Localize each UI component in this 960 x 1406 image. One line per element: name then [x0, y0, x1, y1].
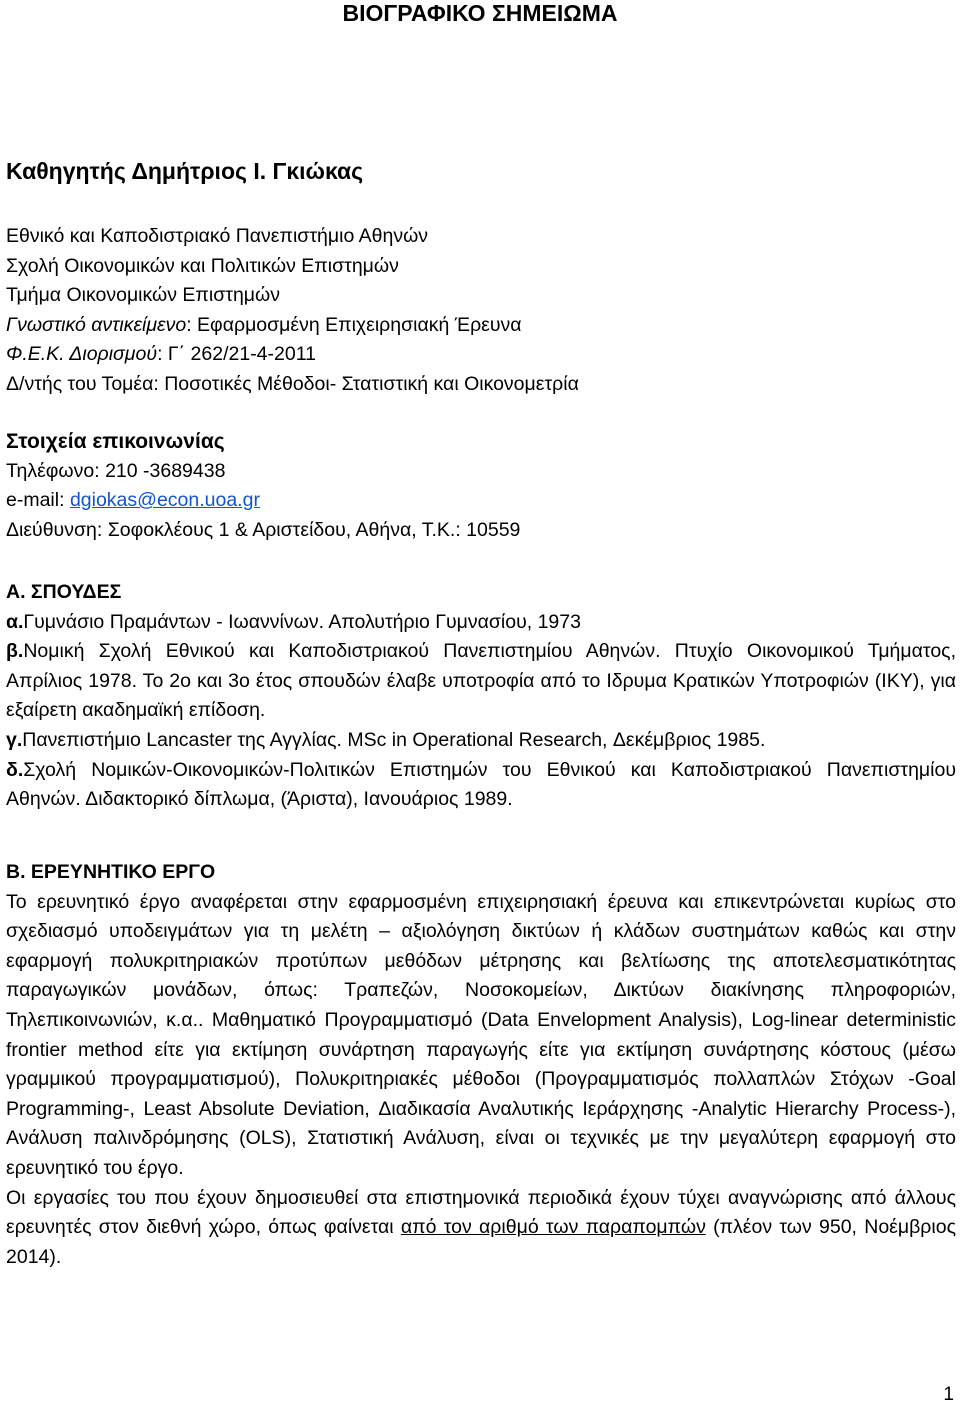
email-line	[6, 486, 956, 516]
university-line: Εθνικό και Καποδιστριακό Πανεπιστήμιο Αθηνών	[6, 225, 429, 247]
study-text-b: Νομική Σχολή Εθνικού και Καποδιστριακού Πανεπιστημίου Αθηνών. Πτυχίο Οικονομικού Τμήματος, Απρίλιος 1978. Το 2ο και 3ο έτος σπουδών έλαβε υποτροφία από το Ιδρυμα Κρατικών Υποτροφιών (ΙΚΥ), για εξαίρετη ακαδημαϊκή επίδοση.	[6, 640, 956, 722]
page-title: ΒΙΟΓΡΑΦΙΚΟ ΣΗΜΕΙΩΜΑ	[342, 0, 618, 26]
appointment-label: Φ.Ε.Κ. Διορισμού	[6, 343, 158, 366]
phone-line: Τηλέφωνο: 210 -3689438	[6, 459, 226, 482]
email-link[interactable]: dgiokas@econ.uoa.gr	[69, 489, 260, 512]
research-p2-start: Οι εργασίες του που έχουν δημοσιευθεί στα επιστημονικά περιοδικά έχουν τύχει αναγνώρισης από άλλους ερευνητές στον διεθνή χώρο, όπως φαίνεται	[6, 1186, 956, 1239]
appointment-value: : Γ΄ 262/21-4-2011	[157, 343, 316, 366]
study-marker-a: α.	[6, 610, 24, 633]
study-text-c: Πανεπιστήμιο Lancaster της Αγγλίας. MSc in Operational Research, Δεκέμβριος 1985.	[22, 728, 766, 751]
appointment-line	[6, 340, 956, 370]
study-item-c	[6, 726, 956, 756]
email-label: e-mail:	[6, 489, 70, 512]
page-number: 1	[943, 1384, 954, 1405]
study-text-a: Γυμνάσιο Πραμάντων - Ιωαννίνων. Απολυτήριο Γυμνασίου, 1973	[23, 610, 581, 633]
field-label: Γνωστικό αντικείμενο	[6, 313, 187, 336]
study-item-d	[6, 756, 956, 815]
address-line: Διεύθυνση: Σοφοκλέους 1 & Αριστείδου, Αθήνα, Τ.Κ.: 10559	[6, 518, 521, 541]
studies-heading: Α. ΣΠΟΥΔΕΣ	[6, 581, 122, 603]
study-marker-d: δ.	[6, 758, 24, 781]
research-paragraph-1: Το ερευνητικό έργο αναφέρεται στην εφαρμοσμένη επιχειρησιακή έρευνα και επικεντρώνεται κυρίως στο σχεδιασμό υποδειγμάτων για τη μελέτη – αξιολόγηση δικτύων ή κλάδων συστημάτων καθώς και στην εφαρμογή πολυκριτηριακών προτύπων μεθόδων μέτρησης και βελτίωσης της αποτελεσματικότητας παραγωγικών μονάδων, όπως: Τραπεζών, Νοσοκομείων, Δικτύων διακίνησης πληροφοριών, Τηλεπικοινωνιών, κ.α.. Μαθηματικό Προγραμματισμό (Data Envelopment Analysis), Log-linear deterministic frontier method είτε για εκτίμηση συνάρτηση παραγωγής είτε για εκτίμηση συνάρτησης κόστους (μέσω γραμμικού προγραμματισμού), Πολυκριτηριακές μέθοδοι (Προγραμματισμός πολλαπλών Στόχων -Goal Programming-, Least Absolute Deviation, Διαδικασία Αναλυτικής Ιεράρχησης -Analytic Hierarchy Process-), Ανάλυση παλινδρόμησης (OLS), Στατιστική Ανάλυση, είναι οι τεχνικές με την μεγαλύτερη εφαρμογή στο ερευνητικό του έργο.	[6, 890, 956, 1179]
citations-link[interactable]: από τον αριθμό των παραπομπών	[400, 1216, 706, 1239]
study-item-b	[6, 637, 956, 726]
study-item-a	[6, 608, 956, 638]
department-line: Τμήμα Οικονομικών Επιστημών	[6, 284, 280, 307]
director-line: Δ/ντής του Τομέα: Ποσοτικές Μέθοδοι- Στατιστική και Οικονομετρία	[6, 372, 579, 395]
research-p2-end: (πλέον των 950, Νοέμβριος 2014).	[6, 1216, 956, 1268]
professor-name: Καθηγητής Δημήτριος Ι. Γκιώκας	[6, 158, 364, 184]
research-paragraph-2	[6, 1184, 956, 1273]
affiliation-block	[6, 222, 956, 400]
school-line: Σχολή Οικονομικών και Πολιτικών Επιστημών	[6, 254, 399, 277]
study-text-d: Σχολή Νομικών-Οικονομικών-Πολιτικών Επιστημών του Εθνικού και Καποδιστριακού Πανεπιστημίου Αθηνών. Διδακτορικό δίπλωμα, (Άριστα), Ιανουάριος 1989.	[6, 758, 956, 811]
field-line	[6, 311, 956, 341]
research-heading: Β. ΕΡΕΥΝΗΤΙΚΟ ΕΡΓΟ	[6, 861, 216, 883]
study-marker-c: γ.	[6, 728, 23, 751]
contact-heading: Στοιχεία επικοινωνίας	[6, 430, 225, 453]
research-block	[6, 858, 956, 1272]
field-value: : Εφαρμοσμένη Επιχειρησιακή Έρευνα	[186, 313, 522, 336]
studies-block	[6, 578, 956, 815]
contact-block	[6, 427, 956, 545]
study-marker-b: β.	[6, 640, 24, 663]
